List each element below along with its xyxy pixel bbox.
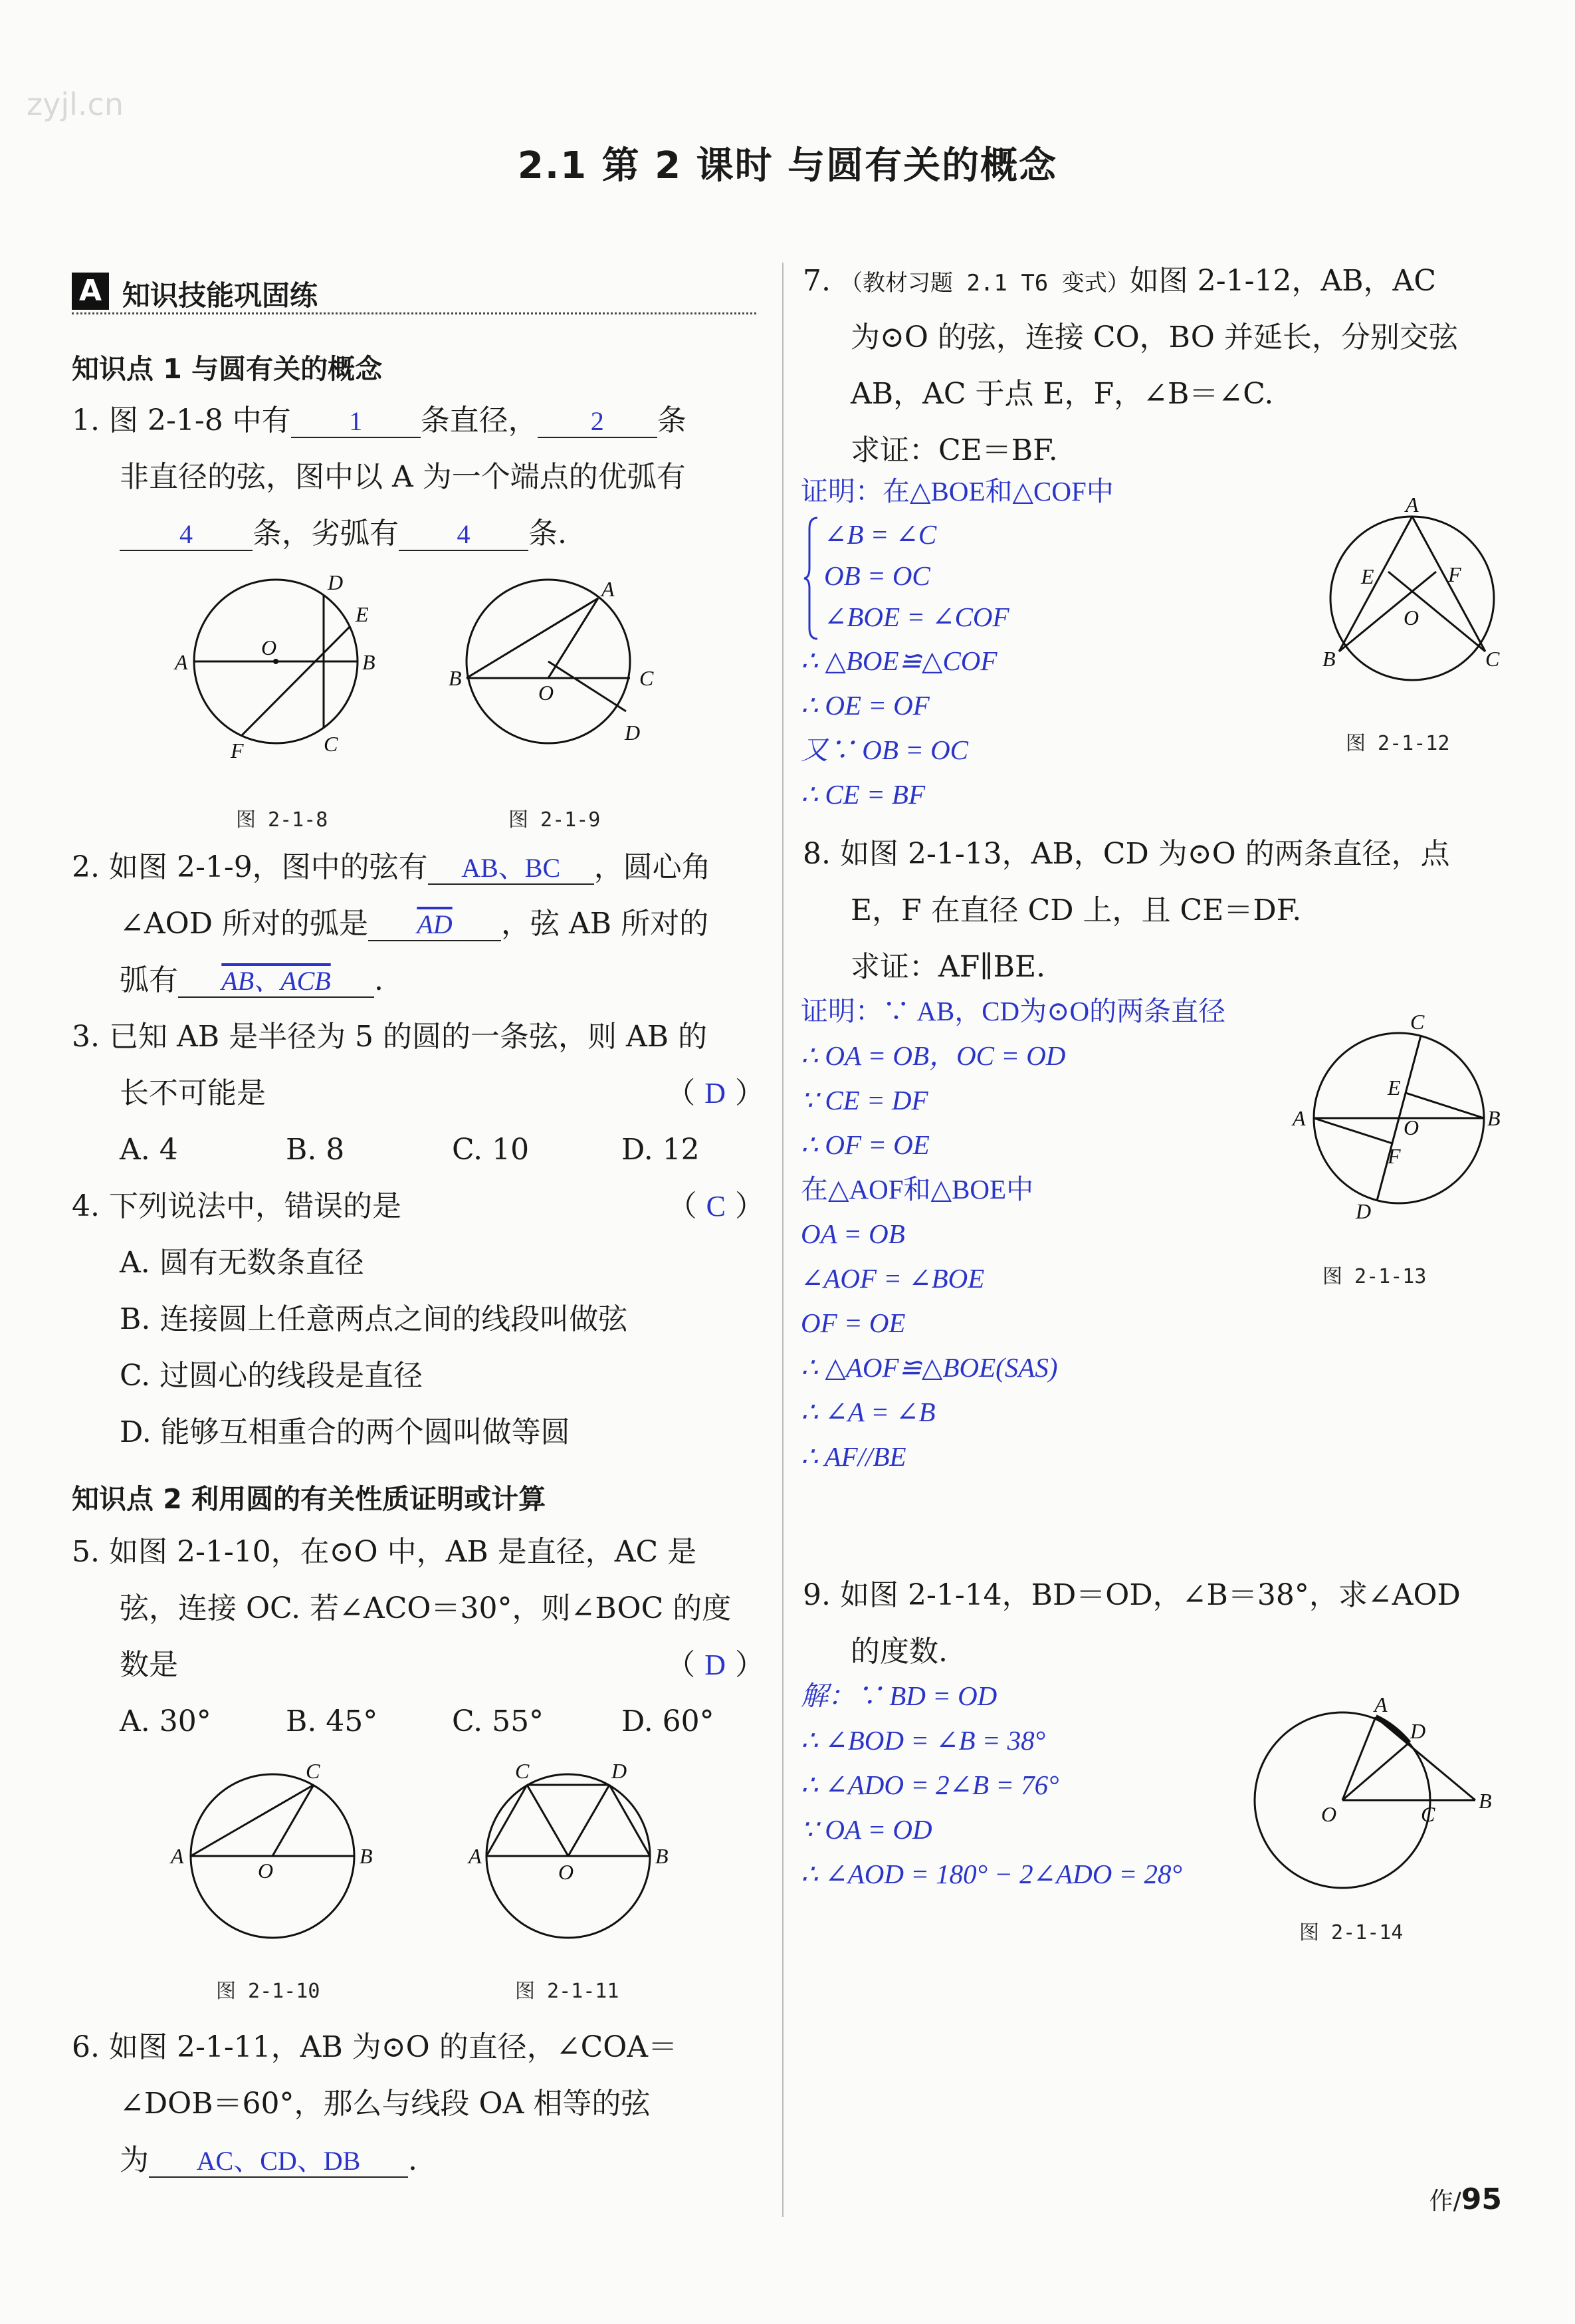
- section-header: [72, 271, 756, 314]
- q8-proof-4: ∴ OF = OE: [801, 1129, 930, 1160]
- figure-2-1-9: [439, 568, 678, 768]
- fig12-label-B: B: [1322, 647, 1336, 671]
- q1-line2: 非直径的弦，图中以 A 为一个端点的优弧有: [120, 460, 686, 494]
- q3-option-d: D. 12: [621, 1133, 700, 1167]
- fig14-label-A: A: [1374, 1692, 1388, 1716]
- q8-proof-1: 证明：∵ AB，CD为⊙O的两条直径: [801, 996, 1226, 1026]
- q8-proof-11: ∴ AF//BE: [801, 1441, 906, 1472]
- fig9-label-B: B: [449, 666, 462, 690]
- q4-answer: （ C ）: [667, 1189, 764, 1223]
- q8-proof-8: OF = OE: [801, 1308, 906, 1338]
- fig11-label-D: D: [611, 1759, 627, 1783]
- q7-line4: 求证：CE＝BF.: [851, 433, 1058, 467]
- fig14-label-D: D: [1410, 1719, 1426, 1743]
- q5-line2: 弦，连接 OC. 若∠ACO＝30°，则∠BOC 的度: [120, 1591, 732, 1625]
- fig9-label-C: C: [639, 666, 654, 690]
- q8-proof-9: ∴ △AOF≌△BOE(SAS): [801, 1352, 1058, 1383]
- q1-line1: 1. 图 2-1-8 中有 1 条直径， 2 条: [72, 404, 686, 437]
- q8-proof-10: ∴ ∠A = ∠B: [801, 1397, 936, 1427]
- q9-solution-5: ∴ ∠AOD = 180° − 2∠ADO = 28°: [801, 1859, 1182, 1889]
- q7-proof-6: ∴ OE = OF: [801, 690, 930, 721]
- q1-answer-3: 4: [120, 519, 253, 551]
- q3-line2: 长不可能是 （ D ）: [120, 1074, 764, 1113]
- q2-answer-3: AB、ACB: [178, 966, 374, 998]
- caption-fig8: 图 2-1-8: [236, 808, 328, 832]
- q7-line2: 为⊙O 的弦，连接 CO，BO 并延长，分别交弦: [851, 320, 1458, 354]
- q5-answer: （ D ）: [666, 1648, 764, 1682]
- q8-proof-6: OA = OB: [801, 1219, 905, 1249]
- fig10-label-A: A: [171, 1844, 184, 1868]
- q7-source: （教材习题 2.1 T6 变式）: [839, 270, 1130, 296]
- q3-option-a: A. 4: [120, 1133, 178, 1167]
- fig12-label-A: A: [1406, 493, 1419, 517]
- fig9-label-D: D: [625, 721, 641, 745]
- section-title: 知识技能巩固练: [122, 279, 318, 312]
- fig12-label-F: F: [1448, 562, 1461, 586]
- q8-line3: 求证：AF∥BE.: [851, 950, 1046, 984]
- fig10-label-O: O: [258, 1859, 274, 1883]
- q7-line3: AB，AC 于点 E，F，∠B＝∠C.: [851, 377, 1274, 411]
- q7-line1: 7. （教材习题 2.1 T6 变式）如图 2-1-12，AB，AC: [803, 264, 1436, 298]
- fig8-label-A: A: [175, 650, 188, 674]
- q4-option-c: C. 过圆心的线段是直径: [120, 1359, 423, 1393]
- fig14-label-B: B: [1479, 1789, 1492, 1813]
- figure-2-1-10: [163, 1755, 389, 1948]
- q3-line1: 3. 已知 AB 是半径为 5 的圆的一条弦，则 AB 的: [72, 1020, 708, 1054]
- q8-proof-5: 在△AOF和△BOE中: [801, 1174, 1034, 1205]
- q7-proof-3: OB = OC: [824, 560, 930, 591]
- fig14-label-O: O: [1321, 1802, 1337, 1826]
- caption-fig13: 图 2-1-13: [1322, 1265, 1427, 1288]
- fig13-label-O: O: [1404, 1115, 1419, 1139]
- q5-line1: 5. 如图 2-1-10，在⊙O 中，AB 是直径，AC 是: [72, 1535, 697, 1569]
- q1-answer-4: 4: [399, 519, 528, 551]
- fig8-label-C: C: [324, 732, 338, 756]
- column-divider: [782, 263, 784, 2217]
- q2-line3: 弧有 AB、ACB .: [120, 963, 383, 997]
- fig13-label-F: F: [1388, 1144, 1401, 1168]
- fig12-label-E: E: [1361, 564, 1374, 588]
- figure-2-1-14: [1243, 1688, 1522, 1908]
- q8-proof-3: ∵ CE = DF: [801, 1085, 928, 1115]
- q6-line2: ∠DOB＝60°，那么与线段 OA 相等的弦: [120, 2087, 651, 2121]
- fig13-label-B: B: [1487, 1106, 1501, 1130]
- q9-line2: 的度数.: [851, 1635, 948, 1669]
- q8-line1: 8. 如图 2-1-13，AB，CD 为⊙O 的两条直径，点: [803, 837, 1450, 871]
- q4-option-d: D. 能够互相重合的两个圆叫做等圆: [120, 1415, 570, 1449]
- fig9-label-O: O: [538, 681, 554, 705]
- fig8-label-E: E: [356, 602, 369, 626]
- q1-answer-1: 1: [291, 406, 421, 438]
- page-title: 2.1 第 2 课时 与圆有关的概念: [517, 144, 1058, 187]
- fig12-label-O: O: [1404, 606, 1419, 630]
- knowledge-point-2: 知识点 2 利用圆的有关性质证明或计算: [72, 1483, 546, 1515]
- q6-line3: 为 AC、CD、DB .: [120, 2143, 417, 2177]
- q5-option-c: C. 55°: [452, 1704, 544, 1738]
- q9-solution-4: ∵ OA = OD: [801, 1814, 932, 1845]
- q4-option-a: A. 圆有无数条直径: [120, 1246, 364, 1280]
- q1-answer-2: 2: [538, 406, 657, 438]
- fig13-label-E: E: [1388, 1076, 1401, 1100]
- q2-answer-1: AB、BC: [428, 853, 594, 885]
- q7-proof-1: 证明：在△BOE和△COF中: [801, 476, 1114, 507]
- q3-option-c: C. 10: [452, 1133, 530, 1167]
- caption-fig9: 图 2-1-9: [508, 808, 601, 832]
- fig8-label-F: F: [231, 739, 244, 762]
- q1-line3: 4 条，劣弧有 4 条.: [120, 514, 567, 554]
- q2-line1: 2. 如图 2-1-9，图中的弦有 AB、BC ，圆心角: [72, 850, 711, 884]
- fig11-label-A: A: [469, 1844, 482, 1868]
- q5-option-a: A. 30°: [120, 1704, 211, 1738]
- caption-fig14: 图 2-1-14: [1299, 1921, 1404, 1944]
- fig8-label-O: O: [261, 636, 277, 659]
- q7-proof-2: ∠B = ∠C: [824, 519, 937, 550]
- figure-2-1-8: [169, 568, 382, 768]
- fig11-label-B: B: [655, 1844, 669, 1868]
- q9-solution-3: ∴ ∠ADO = 2∠B = 76°: [801, 1770, 1059, 1800]
- q9-solution-1: 解：∵ BD = OD: [801, 1681, 998, 1711]
- fig8-label-D: D: [328, 570, 344, 594]
- q6-line1: 6. 如图 2-1-11，AB 为⊙O 的直径，∠COA＝: [72, 2030, 678, 2064]
- watermark: zyjl.cn: [27, 86, 124, 122]
- q9-solution-2: ∴ ∠BOD = ∠B = 38°: [801, 1725, 1046, 1756]
- q5-line3: 数是 （ D ）: [120, 1645, 764, 1685]
- section-badge: A: [72, 273, 109, 310]
- q8-proof-7: ∠AOF = ∠BOE: [801, 1263, 985, 1294]
- q8-proof-2: ∴ OA = OB，OC = OD: [801, 1040, 1066, 1071]
- q7-proof-8: ∴ CE = BF: [801, 779, 925, 810]
- q2-answer-2: $\overline{AD}$: [368, 909, 501, 941]
- fig10-label-C: C: [306, 1759, 320, 1783]
- fig8-label-B: B: [362, 650, 375, 674]
- q5-option-d: D. 60°: [621, 1704, 714, 1738]
- fig13-label-D: D: [1356, 1199, 1372, 1223]
- knowledge-point-1: 知识点 1 与圆有关的概念: [72, 353, 383, 385]
- fig14-label-C: C: [1421, 1802, 1435, 1826]
- q3-answer: （ D ）: [666, 1076, 764, 1110]
- figure-2-1-11: [465, 1755, 691, 1948]
- q3-option-b: B. 8: [286, 1133, 345, 1167]
- fig12-label-C: C: [1485, 647, 1500, 671]
- caption-fig11: 图 2-1-11: [515, 1980, 619, 2003]
- q8-line2: E，F 在直径 CD 上，且 CE＝DF.: [851, 893, 1302, 927]
- fig10-label-B: B: [360, 1844, 373, 1868]
- figure-2-1-12: [1306, 492, 1519, 691]
- page-number: 作/95: [1429, 2182, 1502, 2216]
- q2-line2: ∠AOD 所对的弧是 $\overline{AD}$ ，弦 AB 所对的: [120, 907, 709, 941]
- q9-line1: 9. 如图 2-1-14，BD＝OD，∠B＝38°，求∠AOD: [803, 1578, 1461, 1612]
- figure-2-1-13: [1276, 1004, 1502, 1223]
- q7-proof-4: ∠BOE = ∠COF: [824, 602, 1009, 632]
- fig11-label-C: C: [515, 1759, 530, 1783]
- fig9-label-A: A: [601, 577, 615, 601]
- fig11-label-O: O: [558, 1860, 574, 1884]
- caption-fig12: 图 2-1-12: [1346, 732, 1450, 755]
- caption-fig10: 图 2-1-10: [216, 1980, 320, 2003]
- q6-answer: AC、CD、DB: [149, 2146, 408, 2178]
- q4-option-b: B. 连接圆上任意两点之间的线段叫做弦: [120, 1302, 628, 1336]
- fig13-label-C: C: [1410, 1010, 1425, 1034]
- q7-brace: [803, 515, 820, 641]
- q4-line1: 4. 下列说法中，错误的是 （ C ）: [72, 1187, 764, 1226]
- q5-option-b: B. 45°: [286, 1704, 378, 1738]
- fig13-label-A: A: [1293, 1106, 1306, 1130]
- q7-proof-7: 又∵ OB = OC: [801, 735, 969, 765]
- q7-proof-5: ∴ △BOE≌△COF: [801, 645, 998, 676]
